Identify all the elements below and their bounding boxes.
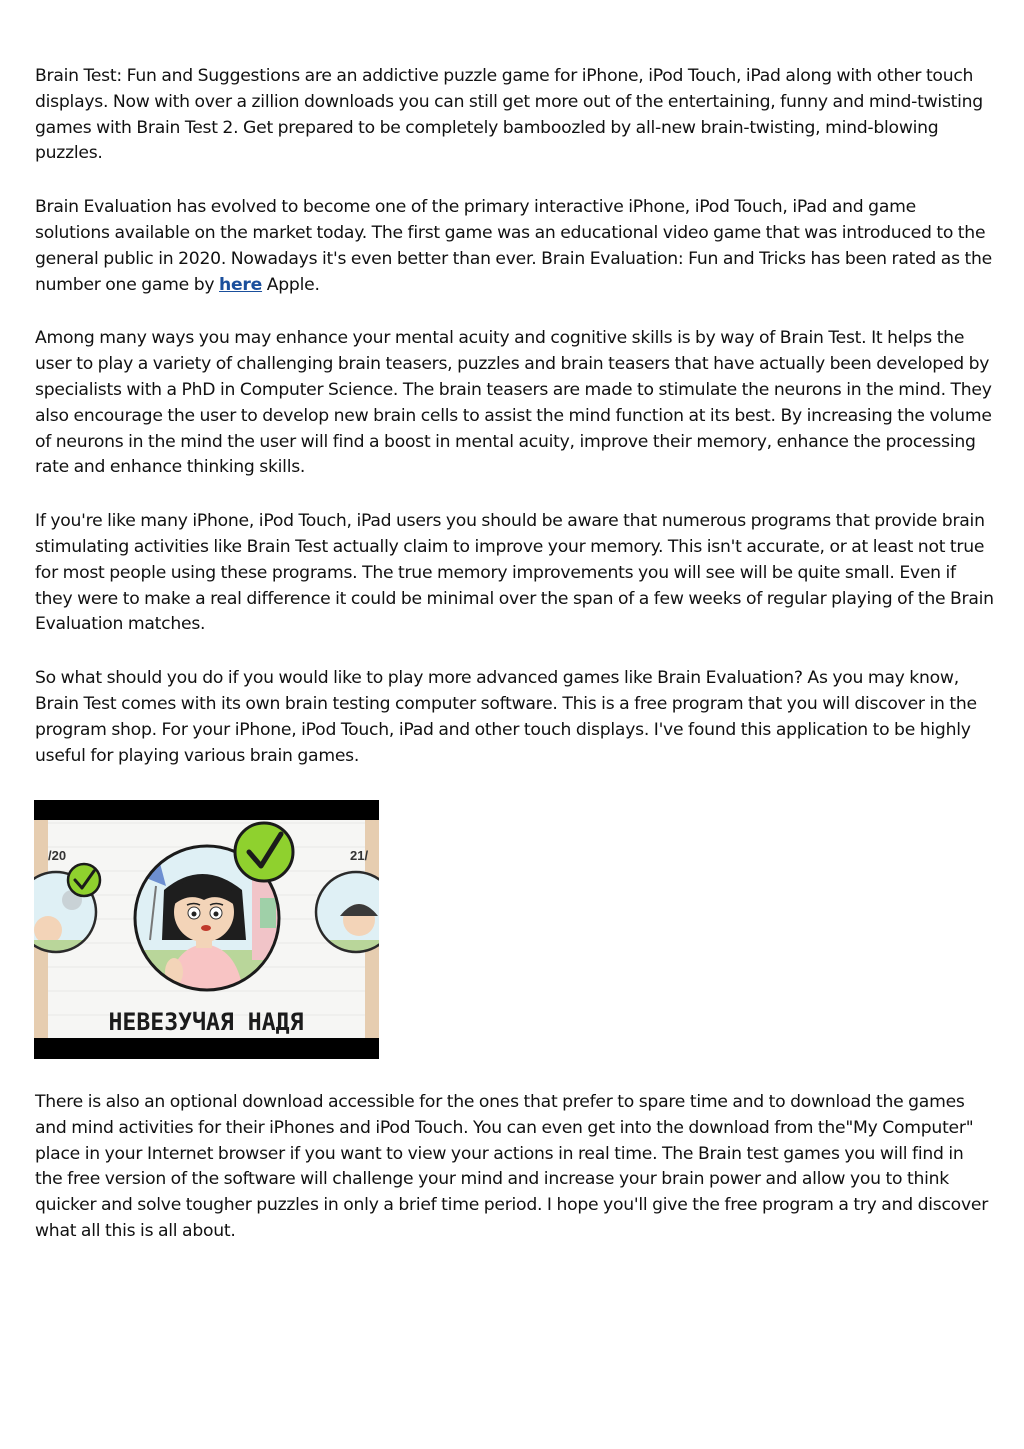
- level-number-left: /20: [48, 848, 67, 863]
- game-screenshot-image: [34, 800, 379, 1059]
- paragraph-2-text-start: Brain Evaluation has evolved to become one of the primary interactive iPhone, iPod Touch, iPad and game solutions available on the market today. The first game was an educational video game that was introduced to the general public in 2020. Nowadays it's even better than ever. Brain Evaluation: Fun and Tricks has been rated as the number one game by: [35, 197, 992, 295]
- here-link[interactable]: here: [219, 274, 263, 295]
- article-body-continued: [35, 1090, 995, 1273]
- paragraph-2-text-end: Apple.: [262, 274, 320, 295]
- paragraph-5: So what should you do if you would like to play more advanced games like Brain Evaluation? As you may know, Brain Test comes with its own brain testing computer software. This is a free program that you will discover in the program shop. For your iPhone, iPod Touch, iPad and other touch displays. I've found this application to be highly useful for playing various brain games.: [35, 668, 977, 766]
- image-caption: НЕВЕЗУЧАЯ НАДЯ: [108, 1008, 304, 1036]
- level-number-right: 21/: [350, 848, 369, 863]
- left-check-icon: [68, 864, 100, 896]
- paragraph-4: If you're like many iPhone, iPod Touch, iPad users you should be aware that numerous programs that provide brain stimulating activities like Brain Test actually claim to improve your memory. This isn't accurate, or at least not true for most people using these programs. The true memory improvements you will see will be quite small. Even if they were to make a real difference it could be minimal over the span of a few weeks of regular playing of the Brain Evaluation matches.: [35, 511, 994, 635]
- paragraph-1: Brain Test: Fun and Suggestions are an addictive puzzle game for iPhone, iPod Touch, iPad along with other touch displays. Now with over a zillion downloads you can still get more out of the entertaining, funny and mind-twisting games with Brain Test 2. Get prepared to be completely bamboozled by all-new brain-twisting, mind-blowing puzzles.: [35, 66, 983, 164]
- paragraph-3: Among many ways you may enhance your mental acuity and cognitive skills is by way of Brain Test. It helps the user to play a variety of challenging brain teasers, puzzles and brain teasers that have actually been developed by specialists with a PhD in Computer Science. The brain teasers are made to stimulate the neurons in the mind. They also encourage the user to develop new brain cells to assist the mind function at its best. By increasing the volume of neurons in the mind the user will find a boost in mental acuity, improve their memory, enhance the processing rate and enhance thinking skills.: [35, 328, 992, 478]
- paragraph-6: There is also an optional download accessible for the ones that prefer to spare time and to download the games and mind activities for their iPhones and iPod Touch. You can even get into the download from the"My Computer" place in your Internet browser if you want to view your actions in real time. The Brain test games you will find in the free version of the software will challenge your mind and increase your brain power and allow you to think quicker and solve tougher puzzles in only a brief time period. I hope you'll give the free program a try and discover what all this is all about.: [35, 1092, 989, 1241]
- paragraph-2: [35, 195, 995, 298]
- article-body: [35, 64, 995, 797]
- main-check-icon: [235, 823, 293, 881]
